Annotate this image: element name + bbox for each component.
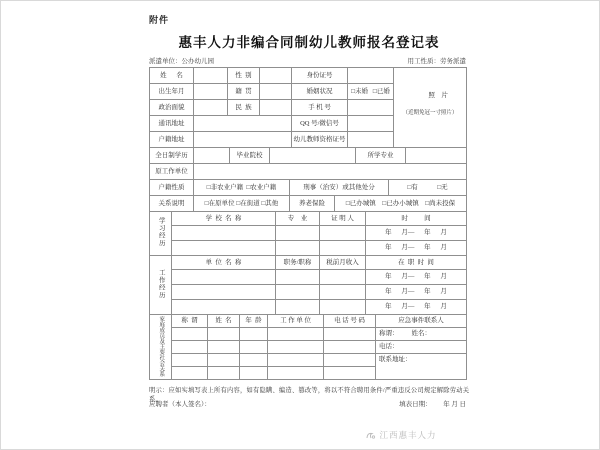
- family-name-cell: [208, 328, 240, 341]
- mail-address-label: 通讯地址: [150, 116, 194, 132]
- family-name-header: 姓 名: [208, 315, 240, 328]
- emergency-contact-header: 应急事件联系人: [376, 315, 467, 328]
- family-unit-cell: [268, 354, 324, 367]
- family-unit-cell: [268, 367, 324, 380]
- hukou-type-options: □非农业户籍 □农业户籍: [194, 180, 290, 196]
- company-watermark: [331, 429, 471, 441]
- ethnicity-value-cell: [260, 100, 292, 116]
- education-history-table: [149, 211, 467, 256]
- work-time-cell: 年 月— 年 月: [366, 285, 467, 300]
- basic-info-table: [149, 67, 467, 148]
- family-name-cell: [208, 367, 240, 380]
- family-age-header: 年 龄: [240, 315, 268, 328]
- grad-school-value-cell: [270, 148, 356, 164]
- unit-name-cell: [172, 270, 276, 285]
- family-unit-cell: [268, 328, 324, 341]
- income-cell: [320, 285, 366, 300]
- major-cell: [276, 226, 320, 241]
- form-note: 明示：应如实填写表上所有内容，如有隐瞒、编造、篡改等，将以不符合聘用条件/严重违反公司规定解除劳动关系。: [149, 387, 470, 403]
- family-relation-header: 称 谓: [172, 315, 208, 328]
- reference-cell: [320, 241, 366, 256]
- emergency-phone-line: 电话：: [376, 341, 467, 354]
- fill-date-label: 填表日期：: [399, 401, 432, 408]
- qq-wechat-label: QQ 号/微信号: [292, 116, 348, 132]
- ethnicity-label: 民 族: [228, 100, 260, 116]
- job-title-cell: [276, 270, 320, 285]
- reference-cell: [320, 226, 366, 241]
- relation-label: 关系说明: [150, 196, 194, 212]
- hukou-address-label: 户籍地址: [150, 132, 194, 148]
- work-time-cell: 年 月— 年 月: [366, 300, 467, 315]
- registration-table: [149, 67, 468, 380]
- former-employer-value-cell: [194, 164, 467, 180]
- relation-pension-table: [149, 195, 467, 212]
- education-line-table: [149, 147, 467, 164]
- dispatch-unit-label: 派遣单位：公办幼儿园: [149, 58, 214, 65]
- former-employer-table: [149, 163, 467, 180]
- major-header: 专 业: [276, 212, 320, 226]
- mobile-label: 手 机 号: [292, 100, 348, 116]
- family-age-cell: [240, 328, 268, 341]
- fill-date-blank: 年 月 日: [443, 401, 466, 408]
- criminal-label: 刑事（治安）或其他处分: [290, 180, 389, 196]
- school-name-cell: [172, 241, 276, 256]
- school-name-header: 学 校 名 称: [172, 212, 276, 226]
- fulltime-edu-value-cell: [194, 148, 230, 164]
- birth-value-cell: [194, 84, 228, 100]
- id-number-label: 身份证号: [292, 68, 348, 84]
- income-cell: [320, 270, 366, 285]
- family-age-cell: [240, 354, 268, 367]
- work-history-table: [149, 255, 467, 315]
- income-cell: [320, 300, 366, 315]
- native-place-label: 籍 贯: [228, 84, 260, 100]
- company-watermark-text: 江西惠丰人力: [379, 430, 437, 440]
- qq-wechat-value-cell: [348, 116, 394, 132]
- applicant-signature-label: 应聘者（本人签名）：: [149, 401, 211, 408]
- teacher-cert-value-cell: [348, 132, 394, 148]
- job-title-cell: [276, 300, 320, 315]
- gender-value-cell: [260, 68, 292, 84]
- family-relation-cell: [172, 367, 208, 380]
- fulltime-edu-label: 全日制学历: [150, 148, 194, 164]
- family-unit-header: 工 作 单 位: [268, 315, 324, 328]
- employment-nature-label: 用工性质：劳务派遣: [407, 58, 466, 65]
- family-unit-cell: [268, 341, 324, 354]
- family-phone-cell: [324, 328, 376, 341]
- major-label: 所学专业: [356, 148, 406, 164]
- former-employer-label: 原工作单位: [150, 164, 194, 180]
- hukou-type-label: 户籍性质: [150, 180, 194, 196]
- unit-name-header: 单 位 名 称: [172, 256, 276, 270]
- marital-label: 婚姻状况: [292, 84, 348, 100]
- family-age-cell: [240, 341, 268, 354]
- fill-date: [389, 399, 466, 408]
- hukou-criminal-table: [149, 179, 467, 196]
- political-label: 政治面貌: [150, 100, 194, 116]
- grad-school-label: 毕业院校: [230, 148, 270, 164]
- family-phone-header: 电 话 号 码: [324, 315, 376, 328]
- company-logo-icon: [365, 431, 376, 440]
- family-name-cell: [208, 354, 240, 367]
- family-name-cell: [208, 341, 240, 354]
- criminal-options: □有 □无: [389, 180, 467, 196]
- family-phone-cell: [324, 367, 376, 380]
- gender-label: 性 别: [228, 68, 260, 84]
- emergency-address-line: 联系地址：: [376, 354, 467, 380]
- pension-options: □已办城镇 □已办小城镇 □尚未投保: [335, 196, 467, 212]
- id-number-value-cell: [348, 68, 394, 84]
- education-time-cell: 年 月— 年 月: [366, 226, 467, 241]
- emergency-name-line: 称谓： 姓名：: [376, 328, 467, 341]
- name-label: 姓 名: [150, 68, 194, 84]
- political-value-cell: [194, 100, 228, 116]
- family-relation-cell: [172, 354, 208, 367]
- pension-label: 养老保险: [290, 196, 335, 212]
- relation-options: □在原单位 □在街道 □其他: [194, 196, 290, 212]
- unit-name-cell: [172, 300, 276, 315]
- time-header: 时 间: [366, 212, 467, 226]
- job-title-header: 职务/职称: [276, 256, 320, 270]
- work-time-cell: 年 月— 年 月: [366, 270, 467, 285]
- hukou-address-value-cell: [194, 132, 292, 148]
- tenure-header: 在 职 时 间: [366, 256, 467, 270]
- reference-header: 证 明 人: [320, 212, 366, 226]
- family-table: [149, 314, 467, 380]
- form-title: 惠丰人力非编合同制幼儿教师报名登记表: [178, 35, 440, 50]
- birth-label: 出生年月: [150, 84, 194, 100]
- job-title-cell: [276, 285, 320, 300]
- school-name-cell: [172, 226, 276, 241]
- major-value-cell: [406, 148, 467, 164]
- family-relation-cell: [172, 328, 208, 341]
- name-value-cell: [194, 68, 228, 84]
- education-section-label: 学习经历: [150, 212, 172, 256]
- family-phone-cell: [324, 354, 376, 367]
- photo-box: [394, 68, 467, 148]
- family-section-label: 家庭成员及主要社会关系: [150, 315, 172, 380]
- major-cell: [276, 241, 320, 256]
- family-age-cell: [240, 367, 268, 380]
- photo-label: 照 片: [428, 91, 448, 99]
- family-phone-cell: [324, 341, 376, 354]
- native-place-value-cell: [260, 84, 292, 100]
- photo-note: （近期免冠一寸照片）: [402, 109, 458, 116]
- marital-options: □未婚 □已婚: [348, 84, 394, 100]
- mail-address-value-cell: [194, 116, 292, 132]
- unit-name-cell: [172, 285, 276, 300]
- mobile-value-cell: [348, 100, 394, 116]
- teacher-cert-label: 幼儿教师资格证号: [292, 132, 348, 148]
- education-time-cell: 年 月— 年 月: [366, 241, 467, 256]
- attachment-label: 附件: [149, 15, 170, 25]
- income-header: 税前月收入: [320, 256, 366, 270]
- signature-line: [149, 399, 466, 408]
- family-relation-cell: [172, 341, 208, 354]
- work-section-label: 工作经历: [150, 256, 172, 315]
- form-subheader: [149, 56, 466, 65]
